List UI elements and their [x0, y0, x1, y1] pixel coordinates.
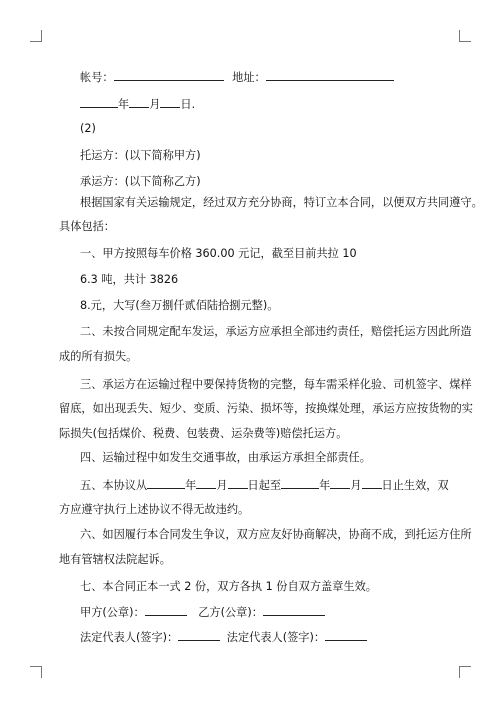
- month-label: 月: [149, 98, 161, 111]
- party-a-seal-blank[interactable]: [145, 604, 187, 616]
- shipper-line: 托运方：(以下简称甲方): [80, 149, 201, 162]
- date-line: [80, 96, 195, 112]
- clause-1-line-3: 8.元，大写(叁万捌仟贰佰陆拾捌元整)。: [80, 299, 279, 312]
- account-label: 帐号：: [80, 71, 114, 84]
- clause-3-line-2: 留底，如出现丢失、短少、变质、污染、损坏等，按换煤处理，承运方应按货物的实: [59, 402, 473, 415]
- crop-mark-bottom-right: [459, 666, 471, 678]
- clause-5-from: 五、本协议从: [80, 479, 148, 492]
- party-a-seal-label: 甲方(公章)：: [80, 606, 145, 619]
- month-blank[interactable]: [129, 96, 149, 108]
- address-blank[interactable]: [266, 69, 394, 81]
- end-year-blank[interactable]: [281, 477, 319, 489]
- seal-line: [80, 604, 325, 620]
- clause-1-line-2: 6.3 吨，共计 3826: [80, 273, 179, 286]
- clause-5-effective: 日止生效，双: [381, 479, 449, 492]
- clause-3-line-1: 三、承运方在运输过程中要保持货物的完整，每车需采样化验、司机签字、煤样: [80, 378, 472, 391]
- end-month-blank[interactable]: [330, 477, 350, 489]
- clause-2-line-1: 二、未按合同规定配车发运，承运方应承担全部违约责任，赔偿托运方因此所造: [80, 325, 472, 338]
- rep-b-blank[interactable]: [325, 629, 367, 641]
- carrier-line: 承运方：(以下简称乙方): [80, 175, 201, 188]
- clause-5-line-2: 方应遵守执行上述协议不得无故违约。: [59, 503, 250, 516]
- crop-mark-bottom-left: [30, 666, 42, 678]
- clause-4-line: 四、运输过程中如发生交通事故，由承运方承担全部责任。: [80, 451, 371, 464]
- clause-6-line-2: 地有管辖权法院起诉。: [59, 553, 171, 566]
- year-label: 年: [118, 98, 130, 111]
- day-label: 日.: [180, 98, 196, 111]
- start-year-blank[interactable]: [147, 477, 185, 489]
- year-blank[interactable]: [80, 96, 118, 108]
- clause-3-line-3: 际损失(包括煤价、税费、包装费、运杂费等)赔偿托运方。: [59, 427, 348, 440]
- day-blank[interactable]: [160, 96, 180, 108]
- section-number: (2): [80, 122, 96, 135]
- end-day-blank[interactable]: [362, 477, 382, 489]
- end-year-label: 年: [319, 479, 331, 492]
- clause-7-line: 七、本合同正本一式 2 份，双方各执 1 份自双方盖章生效。: [80, 580, 377, 593]
- address-label: 地址：: [232, 71, 266, 84]
- account-blank[interactable]: [114, 69, 224, 81]
- start-month-label: 月: [216, 479, 228, 492]
- rep-a-blank[interactable]: [178, 629, 220, 641]
- rep-b-label: 法定代表人(签字)：: [226, 631, 326, 644]
- representative-line: [80, 629, 367, 645]
- end-month-label: 月: [350, 479, 362, 492]
- clause-5-to: 日起至: [247, 479, 282, 492]
- start-day-blank[interactable]: [228, 477, 248, 489]
- clause-2-line-2: 成的所有损失。: [59, 350, 138, 363]
- start-month-blank[interactable]: [196, 477, 216, 489]
- clause-5-line-1: [80, 477, 449, 493]
- party-b-seal-label: 乙方(公章)：: [198, 606, 263, 619]
- account-address-line: [80, 69, 394, 85]
- clause-1-line-1: 一、甲方按照每车价格 360.00 元记，截至目前共拉 10: [80, 247, 357, 260]
- start-year-label: 年: [185, 479, 197, 492]
- clause-6-line-1: 六、如因履行本合同发生争议，双方应友好协商解决，协商不成，到托运方住所: [80, 528, 472, 541]
- party-b-seal-blank[interactable]: [263, 604, 325, 616]
- rep-a-label: 法定代表人(签字)：: [80, 631, 179, 644]
- intro-line-2: 具体包括：: [59, 220, 115, 233]
- intro-line-1: 根据国家有关运输规定，经过双方充分协商，特订立本合同，以便双方共同遵守。: [80, 196, 483, 209]
- crop-mark-top-right: [459, 30, 471, 42]
- crop-mark-top-left: [30, 30, 42, 42]
